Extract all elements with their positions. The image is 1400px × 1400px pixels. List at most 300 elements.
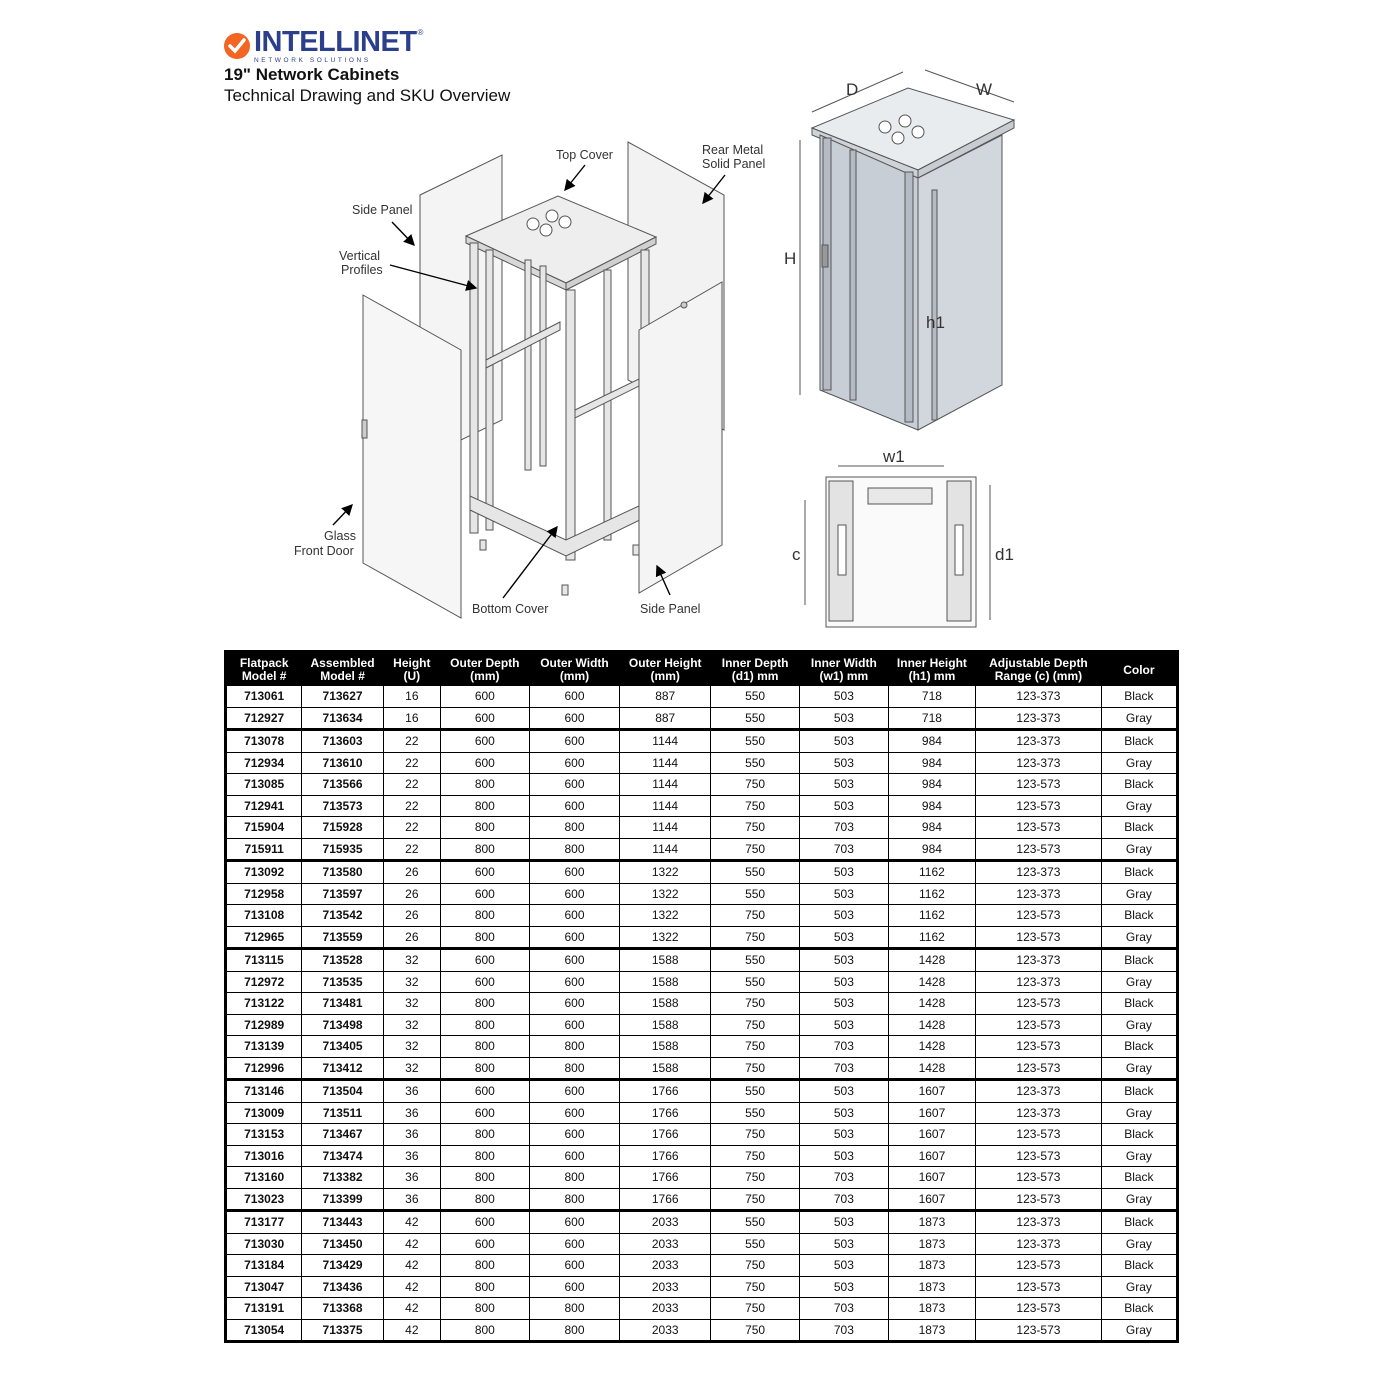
table-cell: Gray (1101, 1145, 1177, 1167)
table-cell: 713016 (226, 1145, 302, 1167)
table-cell: 600 (529, 1255, 620, 1277)
table-cell: 123-573 (976, 905, 1102, 927)
table-row (226, 1167, 1178, 1189)
table-cell: 703 (800, 1319, 889, 1342)
column-header (711, 652, 800, 686)
dim-label-w1: w1 (883, 447, 905, 466)
table-row (226, 971, 1178, 993)
table-cell: 550 (711, 971, 800, 993)
column-header (976, 652, 1102, 686)
table-cell: 750 (711, 1255, 800, 1277)
table-cell: 36 (383, 1188, 440, 1211)
table-cell: 713559 (302, 926, 383, 949)
table-cell: 800 (529, 1167, 620, 1189)
table-cell: 713412 (302, 1057, 383, 1080)
table-cell: 600 (529, 971, 620, 993)
table-cell: 123-373 (976, 752, 1102, 774)
table-cell: 800 (529, 1188, 620, 1211)
table-cell: 713122 (226, 993, 302, 1015)
table-cell: 712965 (226, 926, 302, 949)
label-side-panel-left: Side Panel (352, 203, 413, 217)
table-cell: 713405 (302, 1036, 383, 1058)
table-cell: 503 (800, 1255, 889, 1277)
table-cell: 600 (440, 686, 529, 708)
table-cell: 713450 (302, 1233, 383, 1255)
table-cell: 800 (440, 1036, 529, 1058)
table-cell: Gray (1101, 1188, 1177, 1211)
table-cell: 2033 (620, 1276, 711, 1298)
table-cell: 1162 (888, 883, 975, 905)
table-cell: Black (1101, 1080, 1177, 1103)
table-cell: 800 (529, 1057, 620, 1080)
table-row (226, 1233, 1178, 1255)
table-cell: Gray (1101, 752, 1177, 774)
column-header-line: (mm) (650, 669, 680, 683)
table-cell: 1766 (620, 1167, 711, 1189)
table-cell: Black (1101, 730, 1177, 753)
table-cell: 600 (529, 1276, 620, 1298)
table-cell: 123-573 (976, 838, 1102, 861)
table-cell: 2033 (620, 1211, 711, 1234)
brand-tagline: NETWORK SOLUTIONS (254, 57, 371, 64)
table-cell: 123-573 (976, 1255, 1102, 1277)
table-row (226, 838, 1178, 861)
table-cell: 750 (711, 1057, 800, 1080)
table-cell: 503 (800, 1014, 889, 1036)
table-cell: 1588 (620, 993, 711, 1015)
table-cell: 800 (529, 838, 620, 861)
table-cell: 1607 (888, 1102, 975, 1124)
table-cell: 600 (440, 861, 529, 884)
table-cell: Black (1101, 1036, 1177, 1058)
table-cell: 1162 (888, 905, 975, 927)
table-cell: 32 (383, 993, 440, 1015)
table-cell: 123-573 (976, 1319, 1102, 1342)
table-row (226, 1276, 1178, 1298)
dim-label-w: W (976, 80, 993, 99)
table-cell: 1607 (888, 1145, 975, 1167)
table-cell: 800 (440, 1124, 529, 1146)
table-cell: 2033 (620, 1319, 711, 1342)
table-cell: 713528 (302, 949, 383, 972)
label-glass-door-line2: Front Door (294, 544, 354, 558)
table-cell: 22 (383, 838, 440, 861)
table-row (226, 949, 1178, 972)
table-cell: 123-373 (976, 707, 1102, 730)
table-cell: 123-373 (976, 861, 1102, 884)
table-cell: 800 (440, 1014, 529, 1036)
table-row (226, 817, 1178, 839)
table-cell: 550 (711, 1102, 800, 1124)
table-cell: 22 (383, 730, 440, 753)
table-cell: Gray (1101, 1102, 1177, 1124)
table-cell: 1322 (620, 926, 711, 949)
table-cell: 713023 (226, 1188, 302, 1211)
table-cell: 713115 (226, 949, 302, 972)
table-cell: 36 (383, 1124, 440, 1146)
label-rear-panel-line2: Solid Panel (702, 157, 766, 171)
table-cell: 750 (711, 1188, 800, 1211)
table-cell: 800 (440, 1167, 529, 1189)
column-header-line: Inner Height (896, 656, 967, 670)
table-cell: 1873 (888, 1276, 975, 1298)
table-cell: 713535 (302, 971, 383, 993)
table-cell: 600 (529, 861, 620, 884)
table-cell: 800 (529, 1036, 620, 1058)
table-cell: 503 (800, 971, 889, 993)
table-cell: 503 (800, 905, 889, 927)
table-cell: 713054 (226, 1319, 302, 1342)
table-cell: 750 (711, 1036, 800, 1058)
table-cell: 123-573 (976, 926, 1102, 949)
table-cell: 750 (711, 838, 800, 861)
table-cell: Black (1101, 686, 1177, 708)
table-row (226, 883, 1178, 905)
table-row (226, 1298, 1178, 1320)
table-cell: 600 (440, 707, 529, 730)
table-cell: 123-573 (976, 817, 1102, 839)
table-cell: 800 (529, 817, 620, 839)
table-cell: 713146 (226, 1080, 302, 1103)
table-cell: 600 (440, 1233, 529, 1255)
table-row (226, 993, 1178, 1015)
label-top-cover: Top Cover (556, 148, 613, 162)
table-cell: 550 (711, 1233, 800, 1255)
label-rear-panel-line1: Rear Metal (702, 143, 764, 157)
logo-check-icon (224, 33, 250, 59)
table-cell: 36 (383, 1102, 440, 1124)
table-cell: 503 (800, 774, 889, 796)
table-cell: 503 (800, 861, 889, 884)
table-cell: 800 (440, 1188, 529, 1211)
table-cell: Black (1101, 1124, 1177, 1146)
right-side-panel-drawing (639, 282, 722, 593)
table-cell: Gray (1101, 1276, 1177, 1298)
table-cell: 600 (440, 1211, 529, 1234)
column-header (800, 652, 889, 686)
table-row (226, 686, 1178, 708)
table-cell: 750 (711, 774, 800, 796)
table-row (226, 1255, 1178, 1277)
table-cell: 703 (800, 838, 889, 861)
table-cell: 123-373 (976, 1080, 1102, 1103)
table-cell: 713573 (302, 795, 383, 817)
table-cell: 22 (383, 752, 440, 774)
table-cell: 1607 (888, 1167, 975, 1189)
table-cell: 503 (800, 1276, 889, 1298)
table-row (226, 1124, 1178, 1146)
page-title: 19" Network Cabinets (224, 65, 400, 84)
table-cell: 750 (711, 1145, 800, 1167)
table-cell: 503 (800, 926, 889, 949)
table-cell: 712996 (226, 1057, 302, 1080)
table-cell: 750 (711, 817, 800, 839)
table-cell: 503 (800, 1102, 889, 1124)
table-cell: 800 (440, 1145, 529, 1167)
dim-label-d1: d1 (995, 545, 1014, 564)
table-cell: 600 (529, 926, 620, 949)
table-cell: 984 (888, 795, 975, 817)
table-row (226, 1057, 1178, 1080)
table-cell: 503 (800, 795, 889, 817)
table-cell: 42 (383, 1255, 440, 1277)
table-cell: 2033 (620, 1298, 711, 1320)
label-vertical-profiles-line1: Vertical (339, 249, 380, 263)
table-cell: 713566 (302, 774, 383, 796)
table-cell: 600 (440, 1102, 529, 1124)
table-cell: Gray (1101, 838, 1177, 861)
table-cell: 600 (529, 1145, 620, 1167)
label-bottom-cover: Bottom Cover (472, 602, 549, 616)
table-cell: 713580 (302, 861, 383, 884)
table-cell: 503 (800, 1080, 889, 1103)
table-cell: Gray (1101, 971, 1177, 993)
table-cell: 1607 (888, 1124, 975, 1146)
table-cell: 503 (800, 883, 889, 905)
table-cell: 600 (529, 1014, 620, 1036)
column-header-line: Outer Height (628, 656, 702, 670)
table-cell: 1607 (888, 1080, 975, 1103)
table-cell: 715911 (226, 838, 302, 861)
table-cell: 32 (383, 949, 440, 972)
table-cell: 800 (440, 1057, 529, 1080)
table-cell: 503 (800, 1233, 889, 1255)
table-cell: 123-573 (976, 1014, 1102, 1036)
table-cell: 123-573 (976, 1145, 1102, 1167)
table-cell: 600 (440, 971, 529, 993)
dim-label-h1: h1 (926, 313, 945, 332)
table-cell: 984 (888, 774, 975, 796)
table-cell: 600 (529, 905, 620, 927)
table-cell: 703 (800, 1036, 889, 1058)
table-cell: 123-373 (976, 1211, 1102, 1234)
table-cell: 503 (800, 1211, 889, 1234)
table-cell: 2033 (620, 1255, 711, 1277)
table-cell: 1766 (620, 1145, 711, 1167)
sku-table-head (226, 652, 1178, 686)
table-cell: 713634 (302, 707, 383, 730)
table-row (226, 1188, 1178, 1211)
label-vertical-profiles-line2: Profiles (341, 263, 383, 277)
table-cell: 123-573 (976, 993, 1102, 1015)
table-cell: 713399 (302, 1188, 383, 1211)
table-cell: 887 (620, 686, 711, 708)
table-cell: 26 (383, 861, 440, 884)
table-cell: 42 (383, 1276, 440, 1298)
table-cell: 600 (529, 730, 620, 753)
label-glass-door-line1: Glass (324, 529, 356, 543)
table-cell: 32 (383, 1036, 440, 1058)
table-cell: Black (1101, 1298, 1177, 1320)
table-cell: 503 (800, 993, 889, 1015)
table-cell: 713368 (302, 1298, 383, 1320)
column-header (226, 652, 302, 686)
table-cell: 22 (383, 774, 440, 796)
table-cell: Black (1101, 949, 1177, 972)
table-cell: 750 (711, 1167, 800, 1189)
table-cell: 36 (383, 1167, 440, 1189)
table-cell: 503 (800, 707, 889, 730)
column-header-line: (w1) mm (819, 669, 869, 683)
sku-table-body (226, 686, 1178, 1342)
column-header-line: (mm) (559, 669, 590, 683)
table-cell: 713009 (226, 1102, 302, 1124)
table-cell: 718 (888, 686, 975, 708)
table-cell: 600 (529, 752, 620, 774)
table-cell: 718 (888, 707, 975, 730)
table-cell: 503 (800, 686, 889, 708)
table-cell: 713474 (302, 1145, 383, 1167)
table-cell: Black (1101, 817, 1177, 839)
table-cell: 26 (383, 926, 440, 949)
table-row (226, 795, 1178, 817)
table-cell: 550 (711, 949, 800, 972)
table-cell: Gray (1101, 1319, 1177, 1342)
table-cell: 600 (529, 949, 620, 972)
table-cell: 800 (440, 1276, 529, 1298)
table-cell: 713504 (302, 1080, 383, 1103)
table-cell: 22 (383, 817, 440, 839)
column-header-line: Flatpack (239, 656, 289, 670)
table-row (226, 774, 1178, 796)
table-cell: 600 (529, 686, 620, 708)
column-header-line: Model # (320, 669, 365, 683)
table-cell: 1588 (620, 971, 711, 993)
table-cell: 26 (383, 883, 440, 905)
table-cell: 800 (529, 1298, 620, 1320)
table-cell: 1873 (888, 1255, 975, 1277)
assembled-cabinet-drawing (812, 88, 1014, 430)
table-cell: 713467 (302, 1124, 383, 1146)
column-header-line: Model # (241, 669, 287, 683)
table-cell: 1588 (620, 1036, 711, 1058)
table-cell: Gray (1101, 1014, 1177, 1036)
table-cell: 984 (888, 730, 975, 753)
label-side-panel-right: Side Panel (640, 602, 701, 616)
table-cell: 123-573 (976, 1124, 1102, 1146)
table-cell: 750 (711, 926, 800, 949)
table-cell: 123-373 (976, 883, 1102, 905)
table-cell: Black (1101, 1255, 1177, 1277)
table-cell: 712958 (226, 883, 302, 905)
column-header (620, 652, 711, 686)
table-cell: 600 (529, 1233, 620, 1255)
column-header (440, 652, 529, 686)
table-cell: 600 (529, 774, 620, 796)
table-cell: 123-573 (976, 774, 1102, 796)
table-cell: 715928 (302, 817, 383, 839)
sku-table (224, 650, 1179, 1343)
table-cell: 600 (529, 795, 620, 817)
table-cell: Black (1101, 1211, 1177, 1234)
table-cell: 715935 (302, 838, 383, 861)
column-header-line: Adjustable Depth (989, 656, 1088, 670)
table-cell: 42 (383, 1211, 440, 1234)
table-cell: 42 (383, 1319, 440, 1342)
table-cell: 123-373 (976, 1233, 1102, 1255)
table-row (226, 730, 1178, 753)
table-cell: 42 (383, 1233, 440, 1255)
table-cell: Black (1101, 774, 1177, 796)
column-header-line: Outer Width (540, 656, 609, 670)
table-cell: 550 (711, 861, 800, 884)
column-header-line: (mm) (470, 669, 500, 683)
table-cell: 1766 (620, 1188, 711, 1211)
table-cell: 713498 (302, 1014, 383, 1036)
table-cell: 713436 (302, 1276, 383, 1298)
table-cell: 984 (888, 752, 975, 774)
table-cell: 712972 (226, 971, 302, 993)
column-header-line: Height (393, 656, 431, 670)
table-cell: 713627 (302, 686, 383, 708)
table-cell: 800 (440, 1298, 529, 1320)
table-cell: 1144 (620, 838, 711, 861)
table-cell: Black (1101, 905, 1177, 927)
dim-label-d: D (846, 80, 859, 99)
table-cell: 713108 (226, 905, 302, 927)
table-cell: 32 (383, 1057, 440, 1080)
table-cell: 503 (800, 949, 889, 972)
table-cell: 713511 (302, 1102, 383, 1124)
table-cell: 713443 (302, 1211, 383, 1234)
table-cell: 713184 (226, 1255, 302, 1277)
brand-registered-mark: ® (417, 28, 424, 37)
table-cell: 1873 (888, 1233, 975, 1255)
table-cell: 713481 (302, 993, 383, 1015)
column-header-line: (d1) mm (731, 669, 779, 683)
table-row (226, 752, 1178, 774)
table-cell: 123-573 (976, 1276, 1102, 1298)
table-cell: 503 (800, 1124, 889, 1146)
table-cell: 800 (440, 1319, 529, 1342)
table-cell: Gray (1101, 1233, 1177, 1255)
table-cell: 600 (529, 1080, 620, 1103)
dim-label-c: c (792, 545, 801, 564)
table-cell: 22 (383, 795, 440, 817)
table-cell: 703 (800, 1057, 889, 1080)
table-cell: 713177 (226, 1211, 302, 1234)
table-cell: 800 (440, 795, 529, 817)
table-cell: 26 (383, 905, 440, 927)
table-cell: 1428 (888, 949, 975, 972)
table-cell: Gray (1101, 707, 1177, 730)
table-cell: 123-373 (976, 949, 1102, 972)
table-cell: Gray (1101, 926, 1177, 949)
table-cell: 750 (711, 1298, 800, 1320)
column-header (1101, 652, 1177, 686)
table-row (226, 905, 1178, 927)
table-cell: 713610 (302, 752, 383, 774)
table-cell: Gray (1101, 883, 1177, 905)
table-cell: Gray (1101, 795, 1177, 817)
table-cell: 712927 (226, 707, 302, 730)
table-cell: 715904 (226, 817, 302, 839)
table-cell: 800 (440, 1255, 529, 1277)
table-cell: 1144 (620, 730, 711, 753)
table-cell: 600 (440, 949, 529, 972)
table-row (226, 1319, 1178, 1342)
table-cell: 16 (383, 707, 440, 730)
table-cell: 600 (440, 883, 529, 905)
table-cell: 713191 (226, 1298, 302, 1320)
table-cell: 712941 (226, 795, 302, 817)
table-cell: 1428 (888, 1057, 975, 1080)
table-cell: 984 (888, 817, 975, 839)
table-cell: 750 (711, 1319, 800, 1342)
table-cell: 32 (383, 1014, 440, 1036)
table-cell: 750 (711, 1124, 800, 1146)
table-cell: 503 (800, 730, 889, 753)
